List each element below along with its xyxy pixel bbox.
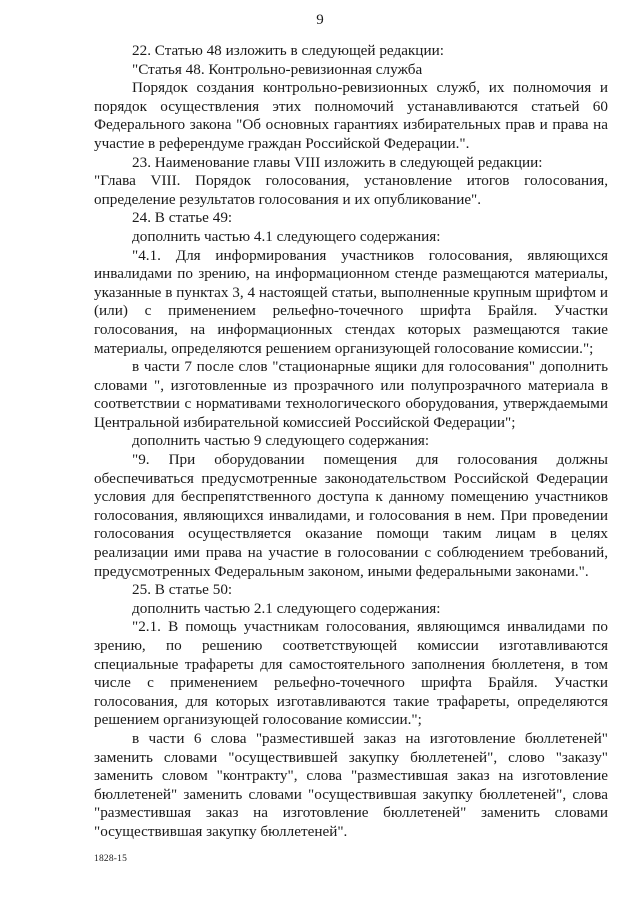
paragraph-article-25: 25. В статье 50: (132, 581, 233, 599)
paragraph-article-22: 22. Статью 48 изложить в следующей редакции: (132, 42, 444, 59)
document-body (94, 42, 608, 842)
paragraph-part-2-1-text: "2.1. В помощь участникам голосования, являющимся инвалидами по зрению, по решению соответствующей комиссии изготавливаются специальные трафареты для самостоятельного заполнения бюллетеня, в том числе с применением рельефно-точечного шрифта Брайля. Участки голосования, для которых изготавливаются такие трафареты, определяются решением организующей голосование комиссии."; (94, 618, 608, 729)
paragraph-part-9-text: "9. При оборудовании помещения для голосования должны обеспечиваться предусмотренные законодательством Российской Федерации условия для беспрепятственного доступа к данному помещению участников голосования, являющихся инвалидами, и голосования в нем. При проведении голосования осуществляется оказание помощи таким лицам в целях реализации ими права на участие в голосовании с соблюдением требований, предусмотренных Федеральным законом, иными федеральными законами.". (94, 451, 608, 580)
paragraph-part-6-amendment: в части 6 слова "разместившей заказ на изготовление бюллетеней" заменить словами "осуществившей закупку бюллетеней", слово "заказу" заменить словом "контракту", слова "разместившая заказ на изготовление бюллетеней" заменить словами "осуществившая закупку бюллетеней", слова "разместившая заказ на изготовление бюллетеней" заменить словами "осуществившая закупку бюллетеней". (94, 729, 608, 840)
paragraph-article-24: 24. В статье 49: (132, 209, 233, 227)
paragraph-add-part-2-1: дополнить частью 2.1 следующего содержания: (132, 599, 441, 617)
paragraph-part-4-1-text: "4.1. Для информирования участников голосования, являющихся инвалидами по зрению, на информационном стенде размещаются материалы, указанные в пунктах 3, 4 настоящей статьи, выполненные крупным шрифтом и (или) с применением рельефно-точечного шрифта Брайля. Участки голосования, на информационных стендах которых размещаются такие материалы, определяются решением организующей голосование комиссии."; (94, 246, 608, 357)
paragraph-add-part-4-1: дополнить частью 4.1 следующего содержания: (132, 227, 441, 245)
page-number: 9 (316, 12, 324, 28)
paragraph-chapter-viii-title: "Глава VIII. Порядок голосования, установление итогов голосования, определение результатов голосования и их опубликование". (94, 172, 608, 208)
paragraph-article-23: 23. Наименование главы VIII изложить в следующей редакции: (132, 153, 543, 171)
paragraph-article-48-title: "Статья 48. Контрольно-ревизионная служба (132, 60, 423, 78)
paragraph-article-48-text: Порядок создания контрольно-ревизионных служб, их полномочия и порядок осуществления этих полномочий устанавливаются статьей 60 Федерального закона "Об основных гарантиях избирательных прав и права на участие в референдуме граждан Российской Федерации.". (94, 79, 608, 152)
paragraph-part-7-amendment: в части 7 после слов "стационарные ящики для голосования" дополнить словами ", изготовленные из прозрачного или полупрозрачного материала в соответствии с нормативами технологического оборудования, утверждаемыми Центральной избирательной комиссией Российской Федерации"; (94, 358, 608, 431)
document-code: 1828-15 (94, 854, 128, 864)
paragraph-add-part-9: дополнить частью 9 следующего содержания: (132, 432, 430, 450)
